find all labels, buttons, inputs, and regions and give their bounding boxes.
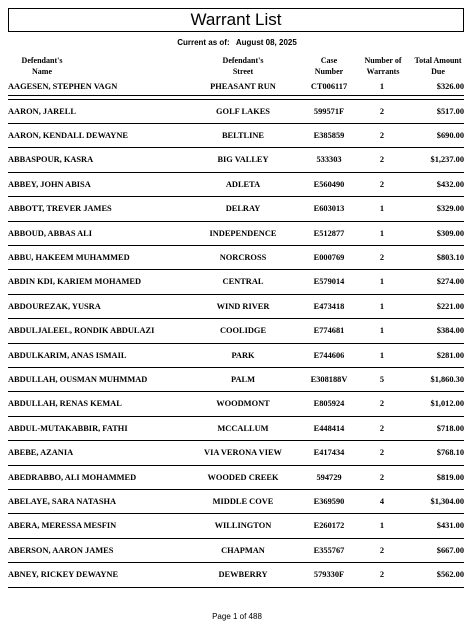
cell-street: CENTRAL: [222, 277, 264, 287]
current-as-of-label: Current as of:: [177, 38, 230, 47]
header-name-line1: Defendant's: [21, 56, 63, 65]
current-as-of-date: August 08, 2025: [235, 38, 297, 47]
cell-name: ABBU, HAKEEM MUHAMMED: [8, 253, 130, 262]
cell-street: WILLINGTON: [214, 521, 272, 531]
cell-amount: $1,237.00: [430, 155, 464, 165]
header-defendant-name: [8, 55, 76, 77]
cell-case: 579330F: [313, 570, 345, 580]
cell-name: ABDULJALEEL, RONDIK ABDULAZI: [8, 326, 155, 336]
cell-street: WIND RIVER: [216, 301, 270, 311]
header-street-line1: Defendant's: [222, 56, 264, 65]
table-row: [8, 124, 464, 148]
header-warrants-line2: Warrants: [366, 67, 400, 76]
table-row: [8, 222, 464, 246]
current-as-of: [0, 38, 474, 47]
cell-amount: $803.10: [436, 253, 464, 262]
header-amount-line2: Due: [431, 67, 445, 76]
cell-amount: $384.00: [436, 326, 464, 336]
table-row: [8, 344, 464, 368]
cell-name: ABEDRABBO, ALI MOHAMMED: [8, 472, 137, 482]
cell-street: PALM: [230, 375, 256, 384]
cell-street: COOLIDGE: [219, 326, 267, 336]
cell-case: 533303: [316, 155, 342, 165]
header-case-line2: Number: [314, 67, 344, 76]
header-name-line2: Name: [32, 67, 52, 76]
cell-street: PHEASANT RUN: [210, 82, 276, 92]
cell-amount: $1,304.00: [430, 497, 464, 506]
cell-name: AAGESEN, STEPHEN VAGN: [8, 82, 118, 92]
table-row: [8, 197, 464, 221]
cell-warrants: 2: [379, 179, 385, 189]
cell-name: ABDUL-MUTAKABBIR, FATHI: [8, 423, 128, 433]
cell-name: AARON, KENDALL DEWAYNE: [8, 131, 128, 140]
cell-warrants: 2: [379, 448, 385, 458]
cell-case: E260172: [313, 521, 345, 531]
cell-amount: $517.00: [436, 106, 464, 116]
cell-amount: $274.00: [436, 277, 464, 287]
header-case-line1: Case: [320, 56, 338, 65]
cell-case: E385859: [313, 131, 345, 140]
cell-warrants: 1: [379, 277, 385, 287]
cell-warrants: 1: [379, 228, 385, 238]
table-row: [8, 514, 464, 538]
cell-amount: $431.00: [436, 521, 464, 531]
cell-name: ABEBE, AZANIA: [8, 448, 74, 458]
cell-street: BELTLINE: [221, 131, 265, 140]
cell-street: BIG VALLEY: [217, 155, 269, 165]
cell-street: WOODMONT: [216, 399, 270, 409]
cell-amount: $819.00: [436, 472, 464, 482]
cell-name: ABBOUD, ABBAS ALI: [8, 228, 93, 238]
header-total-amount-due: [408, 55, 468, 77]
cell-case: E512877: [313, 228, 345, 238]
cell-case: E308188V: [310, 375, 348, 384]
table-row: [8, 319, 464, 343]
cell-case: E560490: [313, 179, 345, 189]
table-row: [8, 295, 464, 319]
cell-name: AARON, JARELL: [8, 106, 76, 116]
header-defendant-street: [198, 55, 288, 77]
header-number-of-warrants: [358, 55, 408, 77]
cell-case: E805924: [313, 399, 345, 409]
table-row: [8, 441, 464, 465]
table-row: [8, 270, 464, 294]
cell-street: MCCALLUM: [217, 423, 269, 433]
cell-case: E000769: [313, 253, 345, 262]
cell-street: VIA VERONA VIEW: [204, 448, 282, 458]
cell-case: E369590: [313, 497, 345, 506]
cell-amount: $309.00: [436, 228, 464, 238]
cell-warrants: 1: [379, 521, 385, 531]
cell-case: 599571F: [313, 106, 345, 116]
cell-warrants: 2: [379, 399, 385, 409]
cell-name: ABDOUREZAK, YUSRA: [8, 301, 101, 311]
cell-amount: $1,860.30: [430, 375, 464, 384]
header-case-number: [300, 55, 358, 77]
table-row: [8, 100, 464, 124]
cell-name: ABBASPOUR, KASRA: [8, 155, 94, 165]
cell-name: ABNEY, RICKEY DEWAYNE: [8, 570, 119, 580]
cell-amount: $768.10: [436, 448, 464, 458]
cell-warrants: 5: [379, 375, 385, 384]
title-box: [8, 8, 464, 32]
cell-warrants: 2: [379, 472, 385, 482]
table-row: [8, 392, 464, 416]
cell-warrants: 1: [379, 204, 385, 214]
cell-amount: $1,012.00: [430, 399, 464, 409]
cell-case: E579014: [313, 277, 345, 287]
cell-name: ABBEY, JOHN ABISA: [8, 179, 91, 189]
header-street-line2: Street: [232, 67, 254, 76]
cell-case: E417434: [313, 448, 345, 458]
cell-amount: $326.00: [436, 82, 464, 92]
cell-warrants: 1: [379, 350, 385, 360]
table-row: [8, 246, 464, 270]
cell-street: CHAPMAN: [221, 545, 265, 555]
table-row: [8, 490, 464, 514]
cell-warrants: 1: [379, 326, 385, 336]
cell-name: ABBOTT, TREVER JAMES: [8, 204, 112, 214]
cell-street: PARK: [231, 350, 255, 360]
cell-warrants: 4: [379, 497, 385, 506]
cell-case: E774681: [313, 326, 345, 336]
page-title: Warrant List: [190, 10, 282, 29]
cell-street: WOODED CREEK: [207, 472, 279, 482]
cell-street: GOLF LAKES: [216, 106, 270, 116]
cell-street: NORCROSS: [219, 253, 267, 262]
cell-name: ABDIN KDI, KARIEM MOHAMED: [8, 277, 142, 287]
cell-name: ABDULKARIM, ANAS ISMAIL: [8, 350, 127, 360]
table-row: [8, 75, 464, 99]
cell-amount: $667.00: [436, 545, 464, 555]
header-warrants-line1: Number of: [364, 56, 402, 65]
cell-amount: $432.00: [436, 179, 464, 189]
cell-amount: $281.00: [436, 350, 464, 360]
cell-case: E448414: [313, 423, 345, 433]
cell-warrants: 2: [379, 545, 385, 555]
cell-warrants: 1: [379, 301, 385, 311]
cell-name: ABDULLAH, OUSMAN MUHMMAD: [8, 375, 148, 384]
cell-warrants: 2: [379, 155, 385, 165]
header-amount-line1: Total Amount: [414, 56, 462, 65]
cell-name: ABELAYE, SARA NATASHA: [8, 497, 117, 506]
cell-warrants: 2: [379, 131, 385, 140]
cell-amount: $329.00: [436, 204, 464, 214]
table-row: [8, 417, 464, 441]
cell-case: E355767: [313, 545, 345, 555]
table-row: [8, 539, 464, 563]
table-row: [8, 466, 464, 490]
table-row: [8, 368, 464, 392]
cell-case: E473418: [313, 301, 345, 311]
cell-amount: $718.00: [436, 423, 464, 433]
cell-amount: $690.00: [436, 131, 464, 140]
cell-street: DELRAY: [225, 204, 261, 214]
table-row: [8, 148, 464, 172]
cell-warrants: 2: [379, 106, 385, 116]
page-number: Page 1 of 488: [212, 612, 262, 621]
cell-warrants: 2: [379, 570, 385, 580]
cell-warrants: 1: [379, 82, 385, 92]
cell-street: MIDDLE COVE: [212, 497, 274, 506]
cell-street: INDEPENDENCE: [209, 228, 277, 238]
cell-case: 594729: [316, 472, 342, 482]
cell-name: ABERSON, AARON JAMES: [8, 545, 114, 555]
cell-name: ABERA, MERESSA MESFIN: [8, 521, 117, 531]
cell-amount: $221.00: [436, 301, 464, 311]
cell-case: E744606: [313, 350, 345, 360]
cell-warrants: 2: [379, 423, 385, 433]
cell-warrants: 2: [379, 253, 385, 262]
cell-street: ADLETA: [225, 179, 261, 189]
table-row: [8, 563, 464, 587]
cell-street: DEWBERRY: [218, 570, 268, 580]
cell-amount: $562.00: [436, 570, 464, 580]
cell-case: CT006117: [310, 82, 348, 92]
cell-name: ABDULLAH, RENAS KEMAL: [8, 399, 122, 409]
table-row: [8, 173, 464, 197]
cell-case: E603013: [313, 204, 345, 214]
